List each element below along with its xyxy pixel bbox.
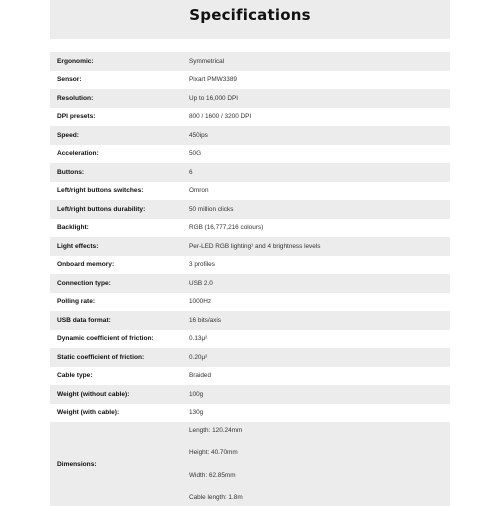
spec-row [50, 145, 450, 164]
spec-label: Weight (with cable): [57, 409, 120, 417]
spec-value: 1000Hz [189, 298, 212, 306]
spec-row [50, 404, 450, 423]
spec-row [50, 163, 450, 182]
spec-value: 130g [189, 409, 204, 417]
spec-label: Dynamic coefficient of friction: [57, 335, 154, 343]
spec-value: Omron [189, 187, 209, 195]
dimension-width: Width: 62.85mm [189, 471, 236, 479]
spec-label: Left/right buttons durability: [57, 205, 146, 213]
spec-label: Light effects: [57, 242, 99, 250]
dimension-height: Height: 40.70mm [189, 449, 238, 457]
dimensions-values [187, 427, 450, 501]
specs-table [50, 52, 450, 506]
spec-row [50, 71, 450, 90]
spec-label: Ergonomic: [57, 57, 94, 65]
spec-value: Pixart PMW3389 [189, 76, 237, 84]
spec-row [50, 108, 450, 127]
spec-value: 450ips [189, 131, 208, 139]
spec-row [50, 311, 450, 330]
spec-value: Per-LED RGB lighting¹ and 4 brightness levels [189, 242, 321, 250]
spec-value: USB 2.0 [189, 279, 213, 287]
spec-label: Resolution: [57, 94, 94, 102]
spec-row [50, 330, 450, 349]
spec-value: Symmetrical [189, 57, 225, 65]
spec-row [50, 348, 450, 367]
spec-label: Connection type: [57, 279, 111, 287]
spec-label: DPI presets: [57, 113, 96, 121]
spec-row [50, 89, 450, 108]
spec-value: 16 bits/axis [189, 316, 221, 324]
spec-value: 800 / 1600 / 3200 DPI [189, 113, 252, 121]
spec-row [50, 219, 450, 238]
page-title: Specifications [189, 6, 311, 24]
dimension-cable-length: Cable length: 1.8m [189, 493, 243, 501]
spec-row [50, 126, 450, 145]
spec-label: Polling rate: [57, 298, 96, 306]
spec-value: 3 profiles [189, 261, 215, 269]
spec-label: Backlight: [57, 224, 89, 232]
spec-label: Sensor: [57, 76, 82, 84]
spec-value: Up to 16,000 DPI [189, 94, 239, 102]
spec-row [50, 200, 450, 219]
spec-label: Buttons: [57, 168, 85, 176]
spec-label: USB data format: [57, 316, 111, 324]
spec-row [50, 256, 450, 275]
spec-row [50, 385, 450, 404]
spec-value: 100g [189, 390, 204, 398]
spec-row-dimensions [50, 422, 450, 506]
spec-label: Cable type: [57, 372, 93, 380]
header-band [50, 0, 450, 39]
spec-label: Acceleration: [57, 150, 99, 158]
spec-value: 0.20μ² [189, 353, 208, 361]
spec-value: RGB (16,777,216 colours) [189, 224, 264, 232]
spec-value: 6 [189, 168, 193, 176]
spec-row [50, 237, 450, 256]
spec-label: Weight (without cable): [57, 390, 130, 398]
spec-row [50, 367, 450, 386]
spec-row [50, 52, 450, 71]
dimension-length: Length: 120.24mm [189, 427, 243, 434]
spec-row [50, 293, 450, 312]
spec-row [50, 274, 450, 293]
spec-row [50, 182, 450, 201]
spec-label: Left/right buttons switches: [57, 187, 144, 195]
spec-value: 50G [189, 150, 202, 158]
spec-value: 0.13μ² [189, 335, 208, 343]
spec-label: Static coefficient of friction: [57, 353, 145, 361]
spec-label: Dimensions: [57, 460, 97, 468]
spec-label: Onboard memory: [57, 261, 115, 269]
spec-value: Braided [189, 372, 212, 380]
spec-label: Speed: [57, 131, 79, 139]
spec-value: 50 million clicks [189, 205, 234, 213]
